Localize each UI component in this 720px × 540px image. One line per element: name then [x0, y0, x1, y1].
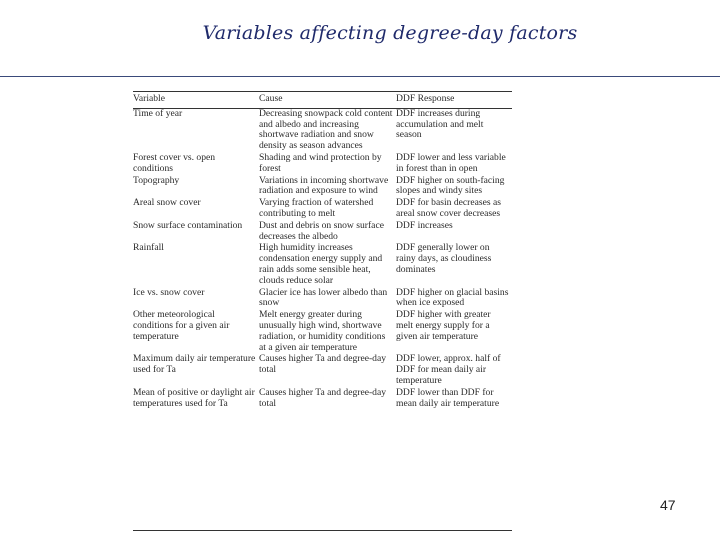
table-row [133, 109, 512, 153]
cell-variable: Other meteorological conditions for a given air temperature [133, 309, 230, 342]
cell-variable: Topography [133, 174, 180, 186]
cell-cause: Varying fraction of watershed contributing to melt [259, 197, 374, 219]
table-row [133, 388, 512, 411]
cell-variable: Time of year [133, 107, 183, 119]
table-row [133, 354, 512, 387]
cell-cause: Shading and wind protection by forest [259, 151, 382, 174]
cell-cause: Causes higher Ta and degree-day total [259, 353, 387, 376]
page-number: 47 [660, 497, 676, 513]
cell-variable: Forest cover vs. open conditions [133, 151, 216, 174]
cell-variable: Mean of positive or daylight air temperatures used for Ta [133, 386, 255, 409]
table-row [133, 310, 512, 354]
ddf-table [133, 94, 512, 410]
cell-cause: Variations in incoming shortwave radiation and exposure to wind [259, 174, 389, 197]
title-divider [0, 76, 720, 77]
cell-variable: Snow surface contamination [133, 219, 243, 231]
cell-cause: Dust and debris on snow surface decreases the albedo [259, 219, 384, 242]
cell-cause: Melt energy greater during unusually high wind, shortwave radiation, or humidity conditions at a given air temperature [259, 309, 386, 353]
cell-variable: Maximum daily air temperature used for Ta [133, 353, 256, 376]
cell-cause: Glacier ice has lower albedo than snow [259, 286, 388, 309]
header-ddf-response: DDF Response [396, 93, 455, 104]
table-row [133, 288, 512, 311]
cell-response: DDF generally lower on rainy days, as cloudiness dominates [396, 242, 492, 275]
cell-variable: Rainfall [133, 242, 164, 254]
table-row [133, 243, 512, 287]
cell-response: DDF lower and less variable in forest than in open [396, 151, 506, 174]
cell-response: DDF increases during accumulation and melt season [396, 107, 484, 141]
cell-response: DDF higher on south-facing slopes and windy sites [396, 174, 505, 197]
cell-cause: Causes higher Ta and degree-day total [259, 386, 387, 409]
table-row [133, 198, 512, 221]
header-variable: Variable [133, 93, 165, 104]
cell-cause: High humidity increases condensation energy supply and rain adds some sensible heat, clouds reduce solar [259, 242, 383, 286]
cell-response: DDF for basin decreases as areal snow cover decreases [396, 197, 501, 219]
cell-response: DDF higher on glacial basins when ice exposed [396, 286, 509, 309]
table-header-row [133, 94, 512, 109]
cell-response: DDF lower than DDF for mean daily air temperature [396, 386, 500, 409]
header-cause: Cause [259, 93, 283, 104]
table-top-rule [133, 91, 512, 92]
table-row [133, 221, 512, 244]
cell-cause: Decreasing snowpack cold content and albedo and increasing shortwave radiation and snow density as season advances [259, 107, 393, 152]
table-bottom-rule [133, 530, 512, 531]
cell-response: DDF lower, approx. half of DDF for mean daily air temperature [396, 353, 501, 386]
cell-variable: Areal snow cover [133, 197, 201, 209]
cell-variable: Ice vs. snow cover [133, 286, 205, 298]
slide-title: Variables affecting degree-day factors [202, 22, 578, 44]
cell-response: DDF increases [396, 219, 453, 231]
ddf-table-container [133, 91, 512, 531]
table-row [133, 153, 512, 176]
table-row [133, 176, 512, 199]
cell-response: DDF higher with greater melt energy supply for a given air temperature [396, 309, 491, 342]
